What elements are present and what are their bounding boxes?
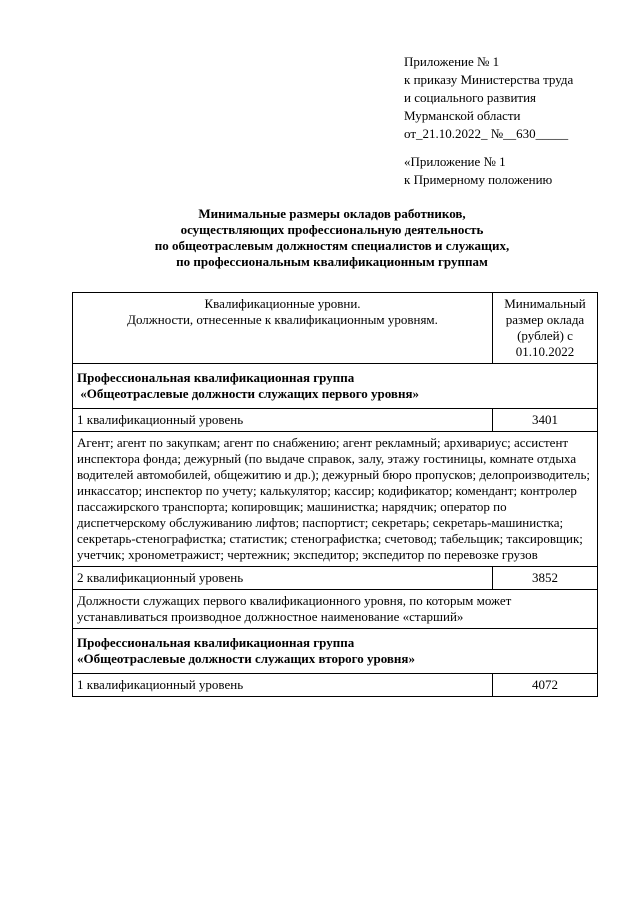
appendix-line: от_21.10.2022_ №__630_____ [404, 126, 569, 141]
table-row [73, 674, 598, 697]
table-row [73, 409, 598, 432]
level-label-cell: 1 квалификационный уровень [73, 409, 493, 432]
spacer [404, 143, 636, 153]
level-label-cell: 2 квалификационный уровень [73, 567, 493, 590]
table-header-row [73, 293, 598, 364]
appendix-line: и социального развития [404, 90, 537, 105]
appendix-note [404, 53, 636, 189]
header-text: Квалификационные уровни. [204, 296, 361, 311]
header-text: 01.10.2022 [515, 344, 575, 359]
header-text: размер оклада [505, 312, 585, 327]
header-text: Минимальный [504, 296, 586, 311]
salary-cell: 3401 [493, 409, 598, 432]
title-line: Минимальные размеры окладов работников, [198, 206, 466, 221]
appendix-line: Мурманской области [404, 108, 521, 123]
header-text: (рублей) с [517, 328, 573, 343]
title-line: по общеотраслевым должностям специалистов и служащих, [154, 238, 510, 253]
title-line: осуществляющих профессиональную деятельность [180, 222, 484, 237]
positions-cell: Агент; агент по закупкам; агент по снабжению; агент рекламный; архивариус; ассистент инспектора фонда; дежурный (по выдаче справок, залу, этажу гостиницы, комнате отдыха водителей автомобилей, общежитию и др.); дежурный бюро пропусков; делопроизводитель; инкассатор; инспектор по учету; калькулятор; кассир; кодификатор; комендант; контролер пассажирского транспорта; копировщик; машинистка; нарядчик; оператор по диспетчерскому обслуживанию лифтов; паспортист; секретарь; секретарь-машинистка; секретарь-стенографистка; статистик; стенографистка; счетовод; табельщик; таксировщик; учетчик; хронометражист; чертежник; экспедитор; экспедитор по перевозке грузов [73, 432, 598, 567]
document-title [60, 206, 604, 270]
header-levels-cell [73, 293, 493, 364]
group-title: «Общеотраслевые должности служащих первого уровня» [77, 386, 419, 401]
group-row [73, 629, 598, 674]
header-salary-cell [493, 293, 598, 364]
positions-cell: Должности служащих первого квалификационного уровня, по которым может устанавливаться производное должностное наименование «старший» [73, 590, 598, 629]
salary-table [72, 292, 598, 697]
group-row [73, 364, 598, 409]
title-line: по профессиональным квалификационным группам [176, 254, 488, 269]
table-row [73, 567, 598, 590]
group-title-cell [73, 364, 598, 409]
group-title: Профессиональная квалификационная группа [77, 635, 355, 650]
appendix-line: «Приложение № 1 [404, 154, 506, 169]
group-title: Профессиональная квалификационная группа [77, 370, 355, 385]
salary-cell: 4072 [493, 674, 598, 697]
group-title: «Общеотраслевые должности служащих второго уровня» [77, 651, 415, 666]
table-row [73, 590, 598, 629]
table-row [73, 432, 598, 567]
appendix-line: Приложение № 1 [404, 54, 500, 69]
level-label-cell: 1 квалификационный уровень [73, 674, 493, 697]
appendix-line: к приказу Министерства труда [404, 72, 574, 87]
group-title-cell [73, 629, 598, 674]
appendix-line: к Примерному положению [404, 172, 553, 187]
salary-cell: 3852 [493, 567, 598, 590]
header-text: Должности, отнесенные к квалификационным уровням. [127, 312, 438, 327]
